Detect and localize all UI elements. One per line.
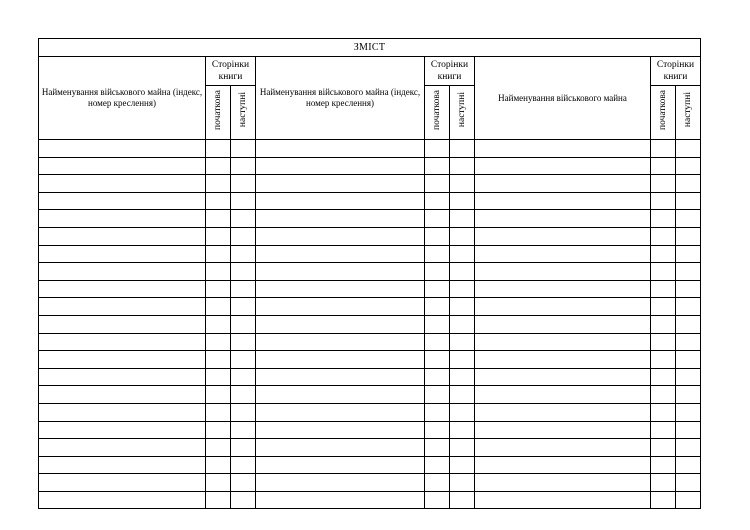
initial-page-cell: [425, 298, 450, 316]
next-pages-cell: [450, 439, 475, 457]
name-cell: [475, 245, 651, 263]
table-row: [39, 315, 701, 333]
name-cell: [256, 403, 425, 421]
name-cell: [256, 227, 425, 245]
initial-page-cell: [425, 210, 450, 228]
contents-table: [38, 38, 701, 509]
next-pages-cell: [676, 175, 701, 193]
next-pages-cell: [450, 403, 475, 421]
table-row: [39, 386, 701, 404]
name-cell: [39, 439, 206, 457]
next-pages-cell: [231, 315, 256, 333]
table-row: [39, 351, 701, 369]
initial-page-cell: [206, 315, 231, 333]
name-cell: [256, 263, 425, 281]
initial-page-cell: [425, 333, 450, 351]
name-cell: [39, 421, 206, 439]
next-pages-cell: [450, 227, 475, 245]
table-row: [39, 245, 701, 263]
initial-page-cell: [651, 439, 676, 457]
name-cell: [475, 263, 651, 281]
initial-page-cell: [206, 157, 231, 175]
name-cell: [475, 227, 651, 245]
initial-page-cell: [206, 421, 231, 439]
name-cell: [39, 403, 206, 421]
table-row: [39, 192, 701, 210]
initial-page-cell: [425, 245, 450, 263]
name-cell: [39, 175, 206, 193]
next-pages-cell: [450, 245, 475, 263]
initial-page-cell: [206, 280, 231, 298]
name-cell: [39, 333, 206, 351]
table-body: [39, 140, 701, 509]
name-cell: [256, 315, 425, 333]
initial-page-cell: [206, 263, 231, 281]
initial-page-cell: [651, 421, 676, 439]
next-pages-cell: [231, 280, 256, 298]
next-pages-cell: [231, 403, 256, 421]
next-pages-cell: [231, 439, 256, 457]
initial-page-cell: [651, 298, 676, 316]
initial-page-cell: [425, 192, 450, 210]
name-cell: [39, 474, 206, 492]
name-cell: [39, 210, 206, 228]
next-pages-cell: [231, 245, 256, 263]
next-pages-cell: [450, 157, 475, 175]
initial-page-cell: [425, 439, 450, 457]
next-pages-cell: [676, 351, 701, 369]
name-cell: [475, 192, 651, 210]
name-cell: [256, 157, 425, 175]
next-pages-cell: [231, 227, 256, 245]
name-cell: [39, 192, 206, 210]
name-cell: [256, 192, 425, 210]
name-cell: [39, 157, 206, 175]
next-pages-cell: [676, 439, 701, 457]
name-cell: [475, 157, 651, 175]
name-cell: [475, 351, 651, 369]
next-pages-cell: [676, 280, 701, 298]
name-cell: [256, 456, 425, 474]
next-pages-cell: [450, 386, 475, 404]
next-pages-cell: [676, 333, 701, 351]
next-pages-cell: [450, 456, 475, 474]
name-cell: [256, 491, 425, 509]
initial-page-cell: [206, 140, 231, 158]
table-row: [39, 474, 701, 492]
next-pages-cell: [676, 245, 701, 263]
name-cell: [475, 386, 651, 404]
next-pages-cell: [676, 157, 701, 175]
initial-page-cell: [425, 351, 450, 369]
section-3-pages-header: Сторінки книги: [651, 57, 701, 86]
next-pages-cell: [231, 140, 256, 158]
name-cell: [475, 315, 651, 333]
initial-page-cell: [206, 403, 231, 421]
next-pages-cell: [676, 403, 701, 421]
section-2-name-header: Найменування військового майна (індекс, номер креслення): [256, 57, 425, 140]
initial-page-cell: [651, 403, 676, 421]
next-pages-cell: [231, 298, 256, 316]
next-pages-cell: [676, 315, 701, 333]
name-cell: [256, 386, 425, 404]
next-pages-cell: [676, 386, 701, 404]
initial-page-cell: [206, 298, 231, 316]
initial-page-cell: [651, 157, 676, 175]
initial-page-cell: [206, 333, 231, 351]
initial-page-cell: [651, 368, 676, 386]
next-pages-cell: [676, 263, 701, 281]
name-cell: [475, 421, 651, 439]
table-row: [39, 456, 701, 474]
next-pages-cell: [231, 421, 256, 439]
section-1-pages-header: Сторінки книги: [206, 57, 256, 86]
initial-page-cell: [651, 263, 676, 281]
initial-page-cell: [651, 245, 676, 263]
initial-page-cell: [651, 386, 676, 404]
name-cell: [256, 210, 425, 228]
initial-page-cell: [206, 368, 231, 386]
name-cell: [475, 491, 651, 509]
table-row: [39, 157, 701, 175]
initial-page-cell: [425, 421, 450, 439]
table-row: [39, 280, 701, 298]
initial-page-cell: [651, 280, 676, 298]
name-cell: [39, 491, 206, 509]
table-row: [39, 140, 701, 158]
section-2-initial-label: початкова: [432, 90, 442, 130]
next-pages-cell: [450, 210, 475, 228]
section-2-initial-header: [425, 86, 450, 140]
next-pages-cell: [450, 263, 475, 281]
section-3-next-label: наступні: [683, 92, 694, 128]
next-pages-cell: [676, 210, 701, 228]
next-pages-cell: [450, 474, 475, 492]
next-pages-cell: [676, 368, 701, 386]
section-1-next-label: наступні: [238, 92, 248, 128]
next-pages-cell: [676, 474, 701, 492]
next-pages-cell: [231, 368, 256, 386]
next-pages-cell: [676, 227, 701, 245]
next-pages-cell: [231, 491, 256, 509]
initial-page-cell: [206, 192, 231, 210]
table-row: [39, 368, 701, 386]
initial-page-cell: [425, 491, 450, 509]
next-pages-cell: [231, 157, 256, 175]
section-1-initial-header: [206, 86, 231, 140]
name-cell: [475, 333, 651, 351]
next-pages-cell: [231, 456, 256, 474]
next-pages-cell: [231, 351, 256, 369]
next-pages-cell: [231, 333, 256, 351]
table-row: [39, 439, 701, 457]
section-1-name-header: Найменування військового майна (індекс, номер креслення): [39, 57, 206, 140]
initial-page-cell: [206, 175, 231, 193]
initial-page-cell: [651, 474, 676, 492]
next-pages-cell: [676, 421, 701, 439]
initial-page-cell: [425, 280, 450, 298]
initial-page-cell: [651, 491, 676, 509]
name-cell: [39, 263, 206, 281]
name-cell: [256, 439, 425, 457]
name-cell: [256, 351, 425, 369]
section-3-initial-header: [651, 86, 676, 140]
name-cell: [256, 298, 425, 316]
table-row: [39, 421, 701, 439]
name-cell: [475, 439, 651, 457]
name-cell: [39, 315, 206, 333]
name-cell: [475, 175, 651, 193]
table-row: [39, 175, 701, 193]
next-pages-cell: [450, 351, 475, 369]
next-pages-cell: [231, 263, 256, 281]
next-pages-cell: [450, 315, 475, 333]
table-row: [39, 227, 701, 245]
next-pages-cell: [450, 491, 475, 509]
initial-page-cell: [206, 351, 231, 369]
name-cell: [475, 210, 651, 228]
name-cell: [256, 368, 425, 386]
name-cell: [256, 245, 425, 263]
name-cell: [39, 298, 206, 316]
initial-page-cell: [651, 210, 676, 228]
table-title: ЗМІСТ: [39, 39, 701, 57]
name-cell: [39, 140, 206, 158]
next-pages-cell: [450, 140, 475, 158]
next-pages-cell: [450, 333, 475, 351]
initial-page-cell: [206, 210, 231, 228]
initial-page-cell: [206, 386, 231, 404]
table-row: [39, 263, 701, 281]
next-pages-cell: [450, 192, 475, 210]
table-row: [39, 298, 701, 316]
initial-page-cell: [651, 351, 676, 369]
initial-page-cell: [206, 474, 231, 492]
initial-page-cell: [425, 175, 450, 193]
initial-page-cell: [425, 386, 450, 404]
next-pages-cell: [231, 175, 256, 193]
section-3-initial-label: початкова: [658, 90, 668, 130]
name-cell: [256, 474, 425, 492]
initial-page-cell: [651, 192, 676, 210]
section-3-name-header: Найменування військового майна: [475, 57, 651, 140]
next-pages-cell: [450, 368, 475, 386]
name-cell: [256, 333, 425, 351]
initial-page-cell: [651, 315, 676, 333]
initial-page-cell: [206, 227, 231, 245]
name-cell: [475, 474, 651, 492]
name-cell: [39, 456, 206, 474]
initial-page-cell: [651, 456, 676, 474]
next-pages-cell: [231, 210, 256, 228]
name-cell: [39, 386, 206, 404]
next-pages-cell: [676, 491, 701, 509]
initial-page-cell: [425, 140, 450, 158]
name-cell: [39, 351, 206, 369]
initial-page-cell: [425, 227, 450, 245]
table-row: [39, 403, 701, 421]
next-pages-cell: [231, 192, 256, 210]
next-pages-cell: [676, 140, 701, 158]
initial-page-cell: [651, 140, 676, 158]
section-2-next-header: [450, 86, 475, 140]
initial-page-cell: [206, 245, 231, 263]
name-cell: [475, 368, 651, 386]
section-1-initial-label: початкова: [213, 90, 223, 130]
section-2-pages-header: Сторінки книги: [425, 57, 475, 86]
next-pages-cell: [676, 298, 701, 316]
initial-page-cell: [425, 368, 450, 386]
initial-page-cell: [206, 491, 231, 509]
next-pages-cell: [450, 298, 475, 316]
next-pages-cell: [450, 175, 475, 193]
name-cell: [475, 403, 651, 421]
next-pages-cell: [450, 280, 475, 298]
initial-page-cell: [425, 315, 450, 333]
initial-page-cell: [425, 263, 450, 281]
initial-page-cell: [425, 403, 450, 421]
name-cell: [39, 368, 206, 386]
name-cell: [256, 140, 425, 158]
name-cell: [256, 175, 425, 193]
initial-page-cell: [651, 333, 676, 351]
name-cell: [256, 421, 425, 439]
name-cell: [475, 140, 651, 158]
initial-page-cell: [425, 456, 450, 474]
name-cell: [256, 280, 425, 298]
next-pages-cell: [676, 456, 701, 474]
section-2-next-label: наступні: [457, 92, 467, 128]
name-cell: [475, 280, 651, 298]
initial-page-cell: [651, 227, 676, 245]
table-row: [39, 491, 701, 509]
initial-page-cell: [425, 157, 450, 175]
initial-page-cell: [425, 474, 450, 492]
section-1-next-header: [231, 86, 256, 140]
next-pages-cell: [231, 386, 256, 404]
table-row: [39, 210, 701, 228]
next-pages-cell: [676, 192, 701, 210]
initial-page-cell: [206, 456, 231, 474]
next-pages-cell: [450, 421, 475, 439]
initial-page-cell: [206, 439, 231, 457]
name-cell: [475, 298, 651, 316]
name-cell: [39, 227, 206, 245]
name-cell: [39, 245, 206, 263]
section-3-next-header: [676, 86, 701, 140]
name-cell: [39, 280, 206, 298]
initial-page-cell: [651, 175, 676, 193]
name-cell: [475, 456, 651, 474]
next-pages-cell: [231, 474, 256, 492]
table-row: [39, 333, 701, 351]
